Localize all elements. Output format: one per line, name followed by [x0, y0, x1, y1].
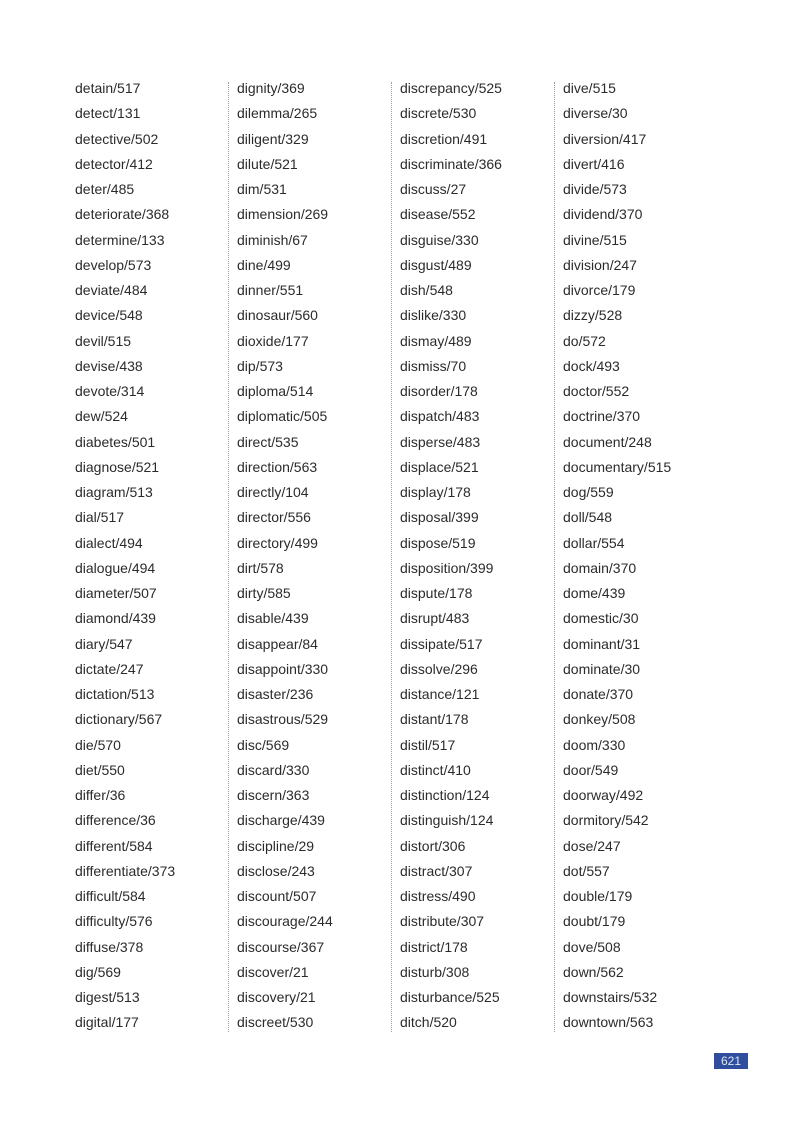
- index-entry: display/178: [400, 484, 471, 500]
- index-entry: discreet/530: [237, 1014, 314, 1031]
- index-entry: dominate/30: [563, 660, 641, 677]
- index-entry: disposal/399: [400, 509, 479, 526]
- index-entry: disrupt/483: [400, 610, 470, 627]
- index-entry: discard/330: [237, 761, 310, 778]
- index-entry: discipline/29: [237, 837, 315, 854]
- index-entry: detective/502: [75, 130, 159, 147]
- index-entry: dialogue/494: [75, 559, 156, 576]
- index-entry: deviate/484: [75, 282, 148, 298]
- index-entry: domain/370: [563, 559, 637, 576]
- index-entry: diary/547: [75, 635, 133, 652]
- index-entry: deter/485: [75, 181, 135, 197]
- index-entry: dialect/494: [75, 534, 143, 551]
- index-entry: diplomatic/505: [237, 408, 328, 425]
- index-entry: directory/499: [237, 534, 318, 551]
- column-divider: [554, 82, 555, 1032]
- index-entry: dial/517: [75, 509, 125, 526]
- index-entry: dispute/178: [400, 585, 473, 601]
- index-entry: diabetes/501: [75, 433, 156, 450]
- index-entry: dissolve/296: [400, 660, 478, 677]
- index-entry: donkey/508: [563, 711, 636, 728]
- index-entry: divine/515: [563, 231, 627, 248]
- index-entry: dissipate/517: [400, 635, 483, 652]
- index-entry: dizzy/528: [563, 307, 623, 324]
- index-entry: discourage/244: [237, 913, 333, 930]
- index-entry: dictate/247: [75, 660, 144, 677]
- index-entry: distress/490: [400, 888, 476, 904]
- index-entry: domestic/30: [563, 610, 639, 627]
- index-entry: disease/552: [400, 206, 476, 223]
- index-entry: diligent/329: [237, 130, 309, 147]
- index-entry: diamond/439: [75, 610, 156, 627]
- index-entry: die/570: [75, 736, 121, 753]
- index-entry: disperse/483: [400, 433, 481, 450]
- index-entry: dock/493: [563, 357, 620, 374]
- index-entry: disturb/308: [400, 963, 470, 980]
- index-entry: distinguish/124: [400, 812, 494, 829]
- index-entry: dig/569: [75, 963, 121, 980]
- index-entry: down/562: [563, 963, 624, 980]
- index-entry: district/178: [400, 938, 468, 955]
- index-entry: distinction/124: [400, 787, 490, 803]
- index-entry: differentiate/373: [75, 862, 176, 879]
- index-entry: dew/524: [75, 408, 128, 425]
- index-entry: dispatch/483: [400, 408, 480, 425]
- index-entry: discovery/21: [237, 989, 316, 1005]
- index-entry: dirty/585: [237, 585, 291, 601]
- index-entry: disgust/489: [400, 256, 472, 273]
- index-entry: diffuse/378: [75, 938, 144, 955]
- index-entry: displace/521: [400, 458, 479, 475]
- index-entry: devote/314: [75, 383, 145, 399]
- index-entry: discrete/530: [400, 105, 477, 122]
- index-entry: dive/515: [563, 80, 616, 96]
- index-entry: dictionary/567: [75, 711, 163, 728]
- index-entry: device/548: [75, 307, 143, 324]
- index-entry: dinosaur/560: [237, 307, 318, 324]
- index-entry: devise/438: [75, 357, 143, 374]
- index-entry: disguise/330: [400, 231, 479, 248]
- index-entry: doctor/552: [563, 383, 630, 399]
- index-entry: dioxide/177: [237, 332, 309, 349]
- index-entry: doubt/179: [563, 913, 626, 930]
- index-entry: disclose/243: [237, 862, 315, 879]
- index-entry: diverse/30: [563, 105, 628, 122]
- index-entry: director/556: [237, 509, 311, 526]
- index-entry: document/248: [563, 433, 652, 450]
- index-entry: distort/306: [400, 837, 466, 854]
- index-entry: distribute/307: [400, 913, 485, 930]
- index-column-1: [75, 76, 175, 1036]
- index-entry: differ/36: [75, 787, 126, 803]
- index-entry: dome/439: [563, 585, 626, 601]
- index-entry: dinner/551: [237, 282, 304, 298]
- index-entry: dot/557: [563, 862, 610, 879]
- index-entry: dislike/330: [400, 307, 467, 324]
- index-entry: detect/131: [75, 105, 141, 122]
- index-entry: doll/548: [563, 509, 613, 526]
- index-entry: disaster/236: [237, 686, 314, 702]
- index-column-4: [563, 76, 671, 1036]
- index-entry: distant/178: [400, 711, 469, 728]
- index-entry: discrepancy/525: [400, 80, 502, 96]
- index-entry: dilute/521: [237, 155, 298, 172]
- index-entry: discourse/367: [237, 938, 325, 955]
- index-entry: detector/412: [75, 155, 153, 172]
- index-entry: dignity/369: [237, 80, 305, 96]
- index-entry: divide/573: [563, 181, 627, 197]
- index-entry: detain/517: [75, 80, 141, 96]
- index-entry: discharge/439: [237, 812, 325, 829]
- index-entry: division/247: [563, 256, 637, 273]
- index-entry: diagnose/521: [75, 458, 160, 475]
- index-entry: diameter/507: [75, 585, 157, 601]
- column-divider: [391, 82, 392, 1032]
- index-entry: difference/36: [75, 812, 156, 829]
- index-entry: disappoint/330: [237, 660, 329, 677]
- index-entry: dispose/519: [400, 534, 476, 551]
- index-entry: diagram/513: [75, 484, 153, 500]
- index-entry: disastrous/529: [237, 711, 329, 728]
- index-entry: direct/535: [237, 433, 299, 450]
- index-entry: difficulty/576: [75, 913, 153, 930]
- index-entry: discuss/27: [400, 181, 467, 197]
- index-entry: dirt/578: [237, 559, 284, 576]
- index-entry: divert/416: [563, 155, 625, 172]
- index-entry: develop/573: [75, 256, 152, 273]
- index-entry: dividend/370: [563, 206, 643, 223]
- index-entry: dove/508: [563, 938, 621, 955]
- index-entry: discretion/491: [400, 130, 488, 147]
- index-entry: dish/548: [400, 282, 453, 298]
- index-entry: direction/563: [237, 458, 318, 475]
- page-number-badge: 621: [714, 1053, 748, 1069]
- index-entry: diploma/514: [237, 383, 314, 399]
- index-entry: dictation/513: [75, 686, 155, 702]
- index-entry: doom/330: [563, 736, 626, 753]
- index-entry: door/549: [563, 761, 619, 778]
- index-entry: doorway/492: [563, 787, 644, 803]
- index-entry: digest/513: [75, 989, 140, 1005]
- index-entry: ditch/520: [400, 1014, 457, 1031]
- index-entry: dog/559: [563, 484, 614, 500]
- index-entry: divorce/179: [563, 282, 636, 298]
- index-entry: dollar/554: [563, 534, 625, 551]
- index-entry: disable/439: [237, 610, 309, 627]
- index-entry: disorder/178: [400, 383, 478, 399]
- index-entry: do/572: [563, 332, 606, 349]
- index-entry: determine/133: [75, 231, 165, 248]
- index-entry: deteriorate/368: [75, 206, 170, 223]
- index-entry: devil/515: [75, 332, 132, 349]
- index-column-2: [237, 76, 333, 1036]
- index-entry: documentary/515: [563, 458, 672, 475]
- index-entry: disc/569: [237, 736, 290, 753]
- index-entry: disposition/399: [400, 559, 494, 576]
- index-entry: dine/499: [237, 256, 291, 273]
- index-entry: dormitory/542: [563, 812, 649, 829]
- index-entry: doctrine/370: [563, 408, 641, 425]
- index-entry: dip/573: [237, 357, 283, 374]
- index-entry: distance/121: [400, 686, 480, 702]
- index-entry: dominant/31: [563, 635, 641, 652]
- column-divider: [228, 82, 229, 1032]
- index-entry: disappear/84: [237, 635, 318, 652]
- index-entry: dismiss/70: [400, 357, 467, 374]
- index-entry: disturbance/525: [400, 989, 500, 1005]
- index-entry: discriminate/366: [400, 155, 502, 172]
- index-entry: distinct/410: [400, 761, 471, 778]
- index-entry: dimension/269: [237, 206, 329, 223]
- index-entry: diminish/67: [237, 231, 308, 248]
- index-entry: dim/531: [237, 181, 287, 197]
- index-entry: downstairs/532: [563, 989, 658, 1005]
- index-entry: donate/370: [563, 686, 634, 702]
- index-entry: difficult/584: [75, 888, 146, 904]
- index-entry: downtown/563: [563, 1014, 654, 1031]
- index-entry: diet/550: [75, 761, 125, 778]
- index-entry: distil/517: [400, 736, 456, 753]
- index-entry: double/179: [563, 888, 633, 904]
- index-entry: dilemma/265: [237, 105, 318, 122]
- index-entry: dismay/489: [400, 332, 472, 349]
- index-entry: digital/177: [75, 1014, 139, 1031]
- index-entry: distract/307: [400, 862, 473, 879]
- index-entry: dose/247: [563, 837, 621, 854]
- index-entry: discern/363: [237, 787, 310, 803]
- index-entry: directly/104: [237, 484, 309, 500]
- index-entry: discover/21: [237, 963, 309, 980]
- index-entry: different/584: [75, 837, 153, 854]
- index-column-3: [400, 76, 502, 1036]
- index-entry: diversion/417: [563, 130, 647, 147]
- index-entry: discount/507: [237, 888, 317, 904]
